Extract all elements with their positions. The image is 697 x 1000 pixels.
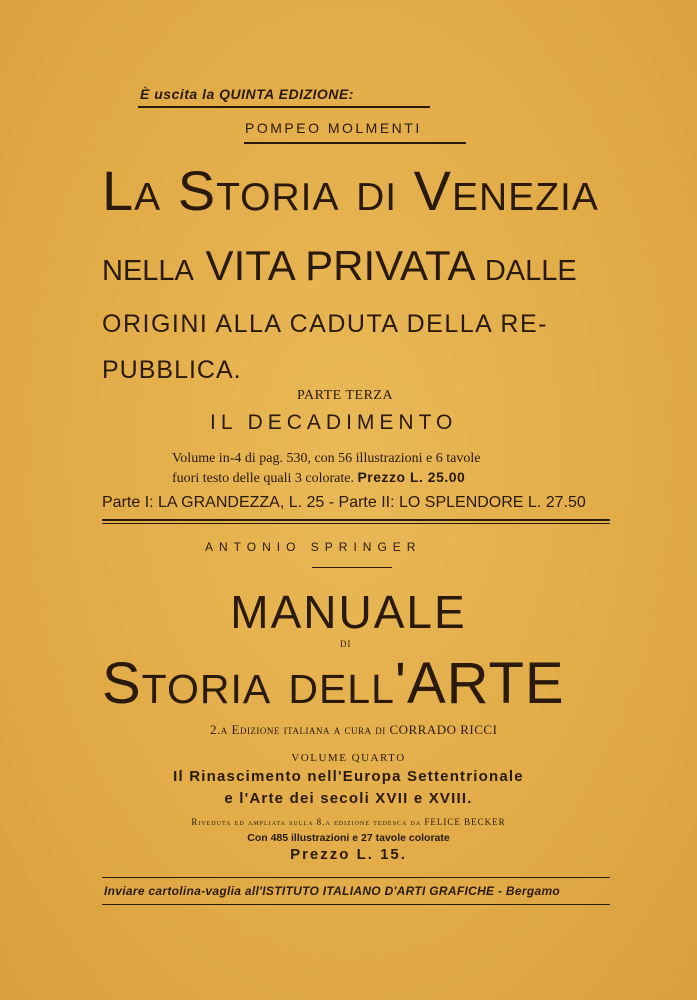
book2-title-di: DI — [340, 639, 352, 649]
book1-volume-line2-text: fuori testo delle quali 3 colorate. — [172, 471, 354, 486]
book2-subject-line2: e l'Arte dei secoli XVII e XVIII. — [224, 790, 473, 807]
book1-volume-line2 — [172, 469, 465, 487]
book2-volume: VOLUME QUARTO — [291, 752, 406, 764]
footer-rule-bottom — [102, 904, 610, 905]
book1-part-label: PARTE TERZA — [297, 388, 394, 403]
announcement-underline — [138, 106, 430, 108]
book2-title-line1: MANUALE — [230, 586, 467, 638]
section-divider-thick — [102, 519, 610, 521]
book1-title: La Storia di Venezia — [102, 159, 599, 222]
book2-price: Prezzo L. 15. — [290, 846, 407, 863]
announcement: È uscita la QUINTA EDIZIONE: — [140, 86, 354, 102]
book1-part-title: IL DECADIMENTO — [210, 411, 458, 434]
section-divider-thin — [102, 523, 610, 524]
book1-subtitle-line3: PUBBLICA. — [102, 356, 242, 384]
book2-edition: 2.a Edizione italiana a cura di CORRADO RICCI — [210, 722, 498, 737]
book1-author-underline — [244, 142, 466, 144]
book1-price: Prezzo L. 25.00 — [357, 469, 466, 485]
footer-rule-top — [102, 877, 610, 878]
book2-author: ANTONIO SPRINGER — [205, 540, 422, 554]
book2-title-line2: Storia dell'ARTE — [102, 651, 565, 716]
book1-author: POMPEO MOLMENTI — [245, 120, 422, 136]
book2-subject-line1: Il Rinascimento nell'Europa Settentrionale — [173, 768, 524, 785]
book2-illustrations: Con 485 illustrazioni e 27 tavole colorate — [247, 832, 450, 844]
book1-other-parts: Parte I: LA GRANDEZZA, L. 25 - Parte II: LO SPLENDORE L. 27.50 — [102, 494, 586, 511]
book1-volume-line1: Volume in-4 di pag. 530, con 56 illustrazioni e 6 tavole — [172, 451, 481, 466]
book2-revised: Riveduta ed ampliata sulla 8.a edizione tedesca da FELICE BECKER — [191, 817, 506, 827]
footer-order-info: Inviare cartolina-vaglia all'ISTITUTO ITALIANO D'ARTI GRAFICHE - Bergamo — [104, 884, 561, 898]
book2-author-underline — [312, 567, 392, 568]
book1-subtitle-line2: ORIGINI ALLA CADUTA DELLA RE- — [102, 310, 548, 338]
book1-subtitle-line1: nella VITA PRIVATA dalle — [102, 242, 577, 289]
